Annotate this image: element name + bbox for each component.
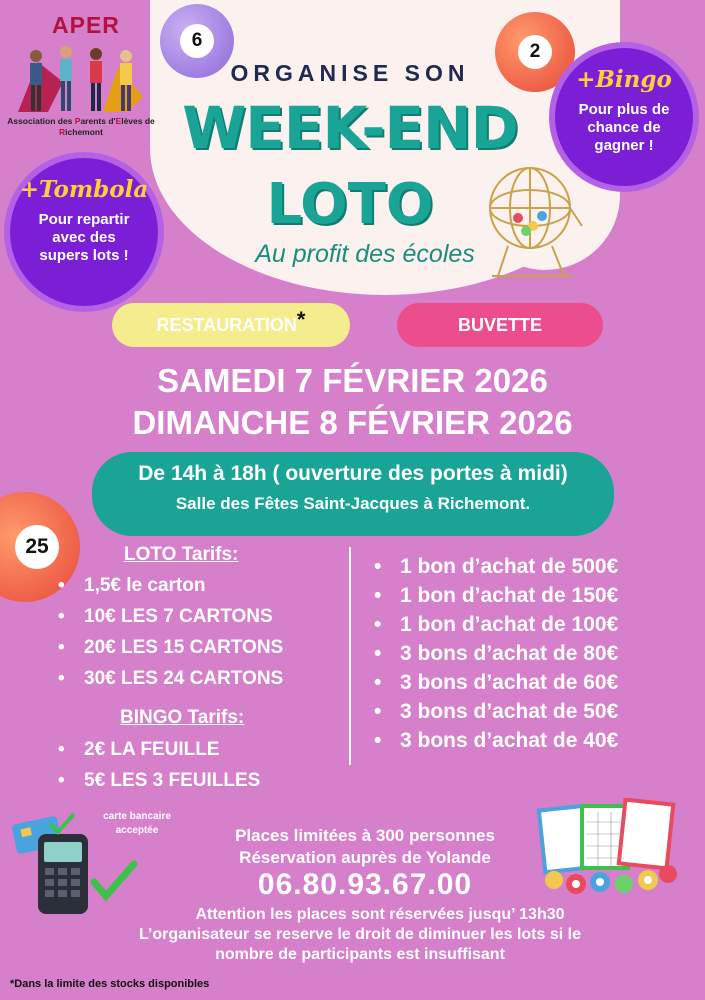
- lottery-cage-icon: [478, 156, 588, 280]
- prizes-list: [374, 555, 618, 758]
- schedule-venue: Salle des Fêtes Saint-Jacques à Richemont.: [175, 494, 531, 513]
- list-item: • 1 bon d’achat de 500€: [374, 555, 618, 584]
- footnote: *Dans la limite des stocks disponibles: [10, 978, 210, 990]
- list-item: • 1,5€ le carton: [58, 575, 283, 606]
- reservation-contact: Réservation auprès de Yolande: [239, 848, 491, 867]
- loto-tarifs-title: LOTO Tarifs:: [124, 544, 239, 565]
- payment-label: carte bancaire acceptée: [103, 811, 171, 836]
- organizer-note-1: L’organisateur se reserve le droit de diminuer les lots si le: [139, 926, 581, 943]
- date-sunday: DIMANCHE 8 FÉVRIER 2026: [132, 404, 573, 441]
- bingo-badge: +Bingo Pour plus de chance de gagner !: [555, 48, 693, 186]
- list-item: • 3 bons d’achat de 60€: [374, 671, 618, 700]
- list-item: • 30€ LES 24 CARTONS: [58, 668, 283, 699]
- bingo-ball-25: 25: [0, 492, 80, 602]
- organizer-note-2: nombre de participants est insuffisant: [215, 946, 505, 963]
- logo-subtitle: Association des Parents d'Elèves de Richemont: [7, 116, 155, 137]
- headline-organise: ORGANISE SON: [230, 60, 470, 86]
- superhero-parents-logo-icon: [8, 42, 148, 114]
- list-item: • 3 bons d’achat de 50€: [374, 700, 618, 729]
- phone-number: 06.80.93.67.00: [257, 868, 473, 901]
- list-item: • 10€ LES 7 CARTONS: [58, 606, 283, 637]
- buvette-pill: BUVETTE: [397, 303, 603, 347]
- bingo-ball-6: 6: [160, 4, 234, 78]
- column-divider: [349, 547, 351, 765]
- bingo-ball-2: 2: [495, 12, 575, 92]
- date-saturday: SAMEDI 7 FÉVRIER 2026: [157, 362, 548, 399]
- list-item: • 3 bons d’achat de 40€: [374, 729, 618, 758]
- schedule-hours: De 14h à 18h ( ouverture des portes à midi): [138, 462, 568, 485]
- list-item: • 20€ LES 15 CARTONS: [58, 637, 283, 668]
- list-item: • 1 bon d’achat de 100€: [374, 613, 618, 642]
- restauration-pill: RESTAURATION *: [112, 303, 350, 347]
- places-limit: Places limitées à 300 personnes: [235, 826, 495, 845]
- headline-profit: Au profit des écoles: [255, 240, 475, 268]
- bingo-cards-icon: [536, 798, 686, 898]
- tombola-badge: +Tombola Pour repartir avec des supers lots !: [10, 158, 158, 306]
- attention-note: Attention les places sont réservées jusqu’ 13h30: [195, 906, 565, 923]
- logo-title: APER: [52, 12, 120, 38]
- list-item: • 3 bons d’achat de 80€: [374, 642, 618, 671]
- schedule-box: [92, 452, 614, 536]
- headline-weekend: WEEK-END: [182, 94, 518, 162]
- list-item: • 1 bon d’achat de 150€: [374, 584, 618, 613]
- loto-tarifs-list: [58, 575, 283, 699]
- bingo-tarifs-title: BINGO Tarifs:: [120, 707, 245, 728]
- bingo-tarifs-list: [58, 739, 260, 801]
- list-item: • 2€ LA FEUILLE: [58, 739, 260, 770]
- headline-loto: LOTO: [266, 172, 434, 237]
- list-item: • 5€ LES 3 FEUILLES: [58, 770, 260, 801]
